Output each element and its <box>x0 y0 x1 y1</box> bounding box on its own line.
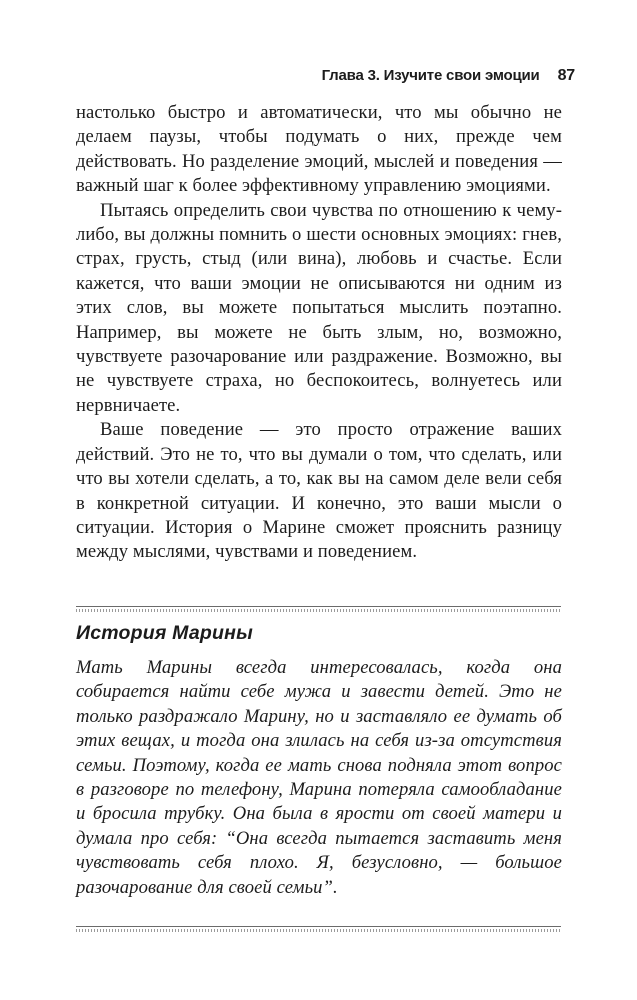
running-header <box>322 67 575 85</box>
main-text <box>76 101 562 565</box>
paragraph: Ваше поведение — это просто отражение ваших действий. Это не то, что вы думали о том, что сделать, или что вы хотели сделать, а то, как вы на самом деле вели себя в конкретной ситуации. И конечно, это ваши мысли о ситуации. История о Марине сможет прояснить разницу между мыслями, чувствами и поведением. <box>76 419 562 563</box>
paragraph: настолько быстро и автоматически, что мы обычно не делаем паузы, чтобы подумать о них, прежде чем действовать. Но разделение эмоций, мыслей и поведения — важный шаг к более эффективному управлению эмоциями. <box>76 102 562 197</box>
story-heading: История Марины <box>76 622 253 644</box>
sidebar-top-rule <box>76 606 561 612</box>
paragraph: Пытаясь определить свои чувства по отношению к чему-либо, вы должны помнить о шести основных эмоциях: гнев, страх, грусть, стыд (или вина), любовь и счастье. Если кажется, что ваши эмоции не описываются ни одним из этих слов, вы можете попытаться мыслить поэтапно. Например, вы можете не быть злым, но, возможно, чувствуете разочарование или раздражение. Возможно, вы не чувствуете страха, но беспокоитесь, волнуетесь или нервничаете. <box>76 199 562 416</box>
page-number: 87 <box>557 67 575 84</box>
story-text: Мать Марины всегда интересовалась, когда она собирается найти себе мужа и завести детей. Это не только раздражало Марину, но и заставляло ее думать об этих вещах, и тогда она злилась на себя из-за отсутствия семьи. Поэтому, когда ее мать снова подняла этот вопрос в разговоре по телефону, Марина потеряла самообладание и бросила трубку. Она была в ярости от своей матери и думала про себя: “Она всегда пытается заставить меня чувствовать себя плохо. Я, безусловно, — большое разочарование для своей семьи”. <box>76 657 562 898</box>
sidebar-bottom-rule <box>76 926 561 932</box>
chapter-title: Глава 3. Изучите свои эмоции <box>321 67 540 84</box>
